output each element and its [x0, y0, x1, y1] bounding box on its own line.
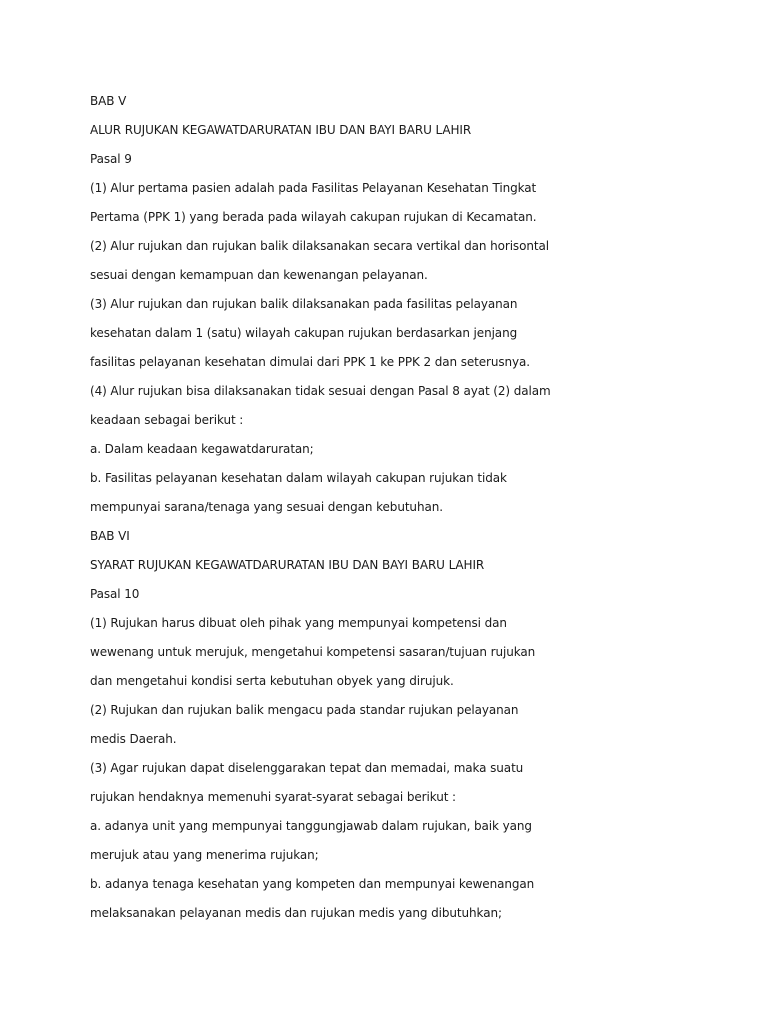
paragraph-line: (3) Agar rujukan dapat diselenggarakan tepat dan memadai, maka suatu	[90, 761, 524, 775]
document-body	[90, 87, 730, 928]
paragraph-line: dan mengetahui kondisi serta kebutuhan obyek yang dirujuk.	[90, 674, 454, 688]
article-heading-pasal-10: Pasal 10	[90, 587, 140, 601]
article-heading-pasal-9: Pasal 9	[90, 152, 132, 166]
paragraph-line: medis Daerah.	[90, 732, 177, 746]
list-item-line: melaksanakan pelayanan medis dan rujukan medis yang dibutuhkan;	[90, 906, 502, 920]
paragraph-line: (4) Alur rujukan bisa dilaksanakan tidak sesuai dengan Pasal 8 ayat (2) dalam	[90, 384, 551, 398]
list-item-line: a. Dalam keadaan kegawatdaruratan;	[90, 442, 314, 456]
chapter-heading-bab-v: BAB V	[90, 94, 127, 108]
paragraph-line: (1) Alur pertama pasien adalah pada Fasilitas Pelayanan Kesehatan Tingkat	[90, 181, 537, 195]
paragraph-line: (1) Rujukan harus dibuat oleh pihak yang mempunyai kompetensi dan	[90, 616, 507, 630]
list-item-line: b. adanya tenaga kesehatan yang kompeten dan mempunyai kewenangan	[90, 877, 535, 891]
list-item-line: b. Fasilitas pelayanan kesehatan dalam wilayah cakupan rujukan tidak	[90, 471, 507, 485]
paragraph-line: kesehatan dalam 1 (satu) wilayah cakupan rujukan berdasarkan jenjang	[90, 326, 518, 340]
paragraph-line: fasilitas pelayanan kesehatan dimulai dari PPK 1 ke PPK 2 dan seterusnya.	[90, 355, 530, 369]
chapter-title-alur-rujukan: ALUR RUJUKAN KEGAWATDARURATAN IBU DAN BAYI BARU LAHIR	[90, 123, 472, 137]
paragraph-line: (2) Alur rujukan dan rujukan balik dilaksanakan secara vertikal dan horisontal	[90, 239, 549, 253]
chapter-heading-bab-vi: BAB VI	[90, 529, 130, 543]
paragraph-line: wewenang untuk merujuk, mengetahui kompetensi sasaran/tujuan rujukan	[90, 645, 536, 659]
paragraph-line: Pertama (PPK 1) yang berada pada wilayah cakupan rujukan di Kecamatan.	[90, 210, 537, 224]
paragraph-line: rujukan hendaknya memenuhi syarat-syarat sebagai berikut :	[90, 790, 456, 804]
paragraph-line: (2) Rujukan dan rujukan balik mengacu pada standar rujukan pelayanan	[90, 703, 519, 717]
paragraph-line: keadaan sebagai berikut :	[90, 413, 244, 427]
paragraph-line: sesuai dengan kemampuan dan kewenangan pelayanan.	[90, 268, 428, 282]
list-item-line: merujuk atau yang menerima rujukan;	[90, 848, 319, 862]
paragraph-line: (3) Alur rujukan dan rujukan balik dilaksanakan pada fasilitas pelayanan	[90, 297, 518, 311]
list-item-line: mempunyai sarana/tenaga yang sesuai dengan kebutuhan.	[90, 500, 443, 514]
chapter-title-syarat-rujukan: SYARAT RUJUKAN KEGAWATDARURATAN IBU DAN BAYI BARU LAHIR	[90, 558, 485, 572]
list-item-line: a. adanya unit yang mempunyai tanggungjawab dalam rujukan, baik yang	[90, 819, 532, 833]
